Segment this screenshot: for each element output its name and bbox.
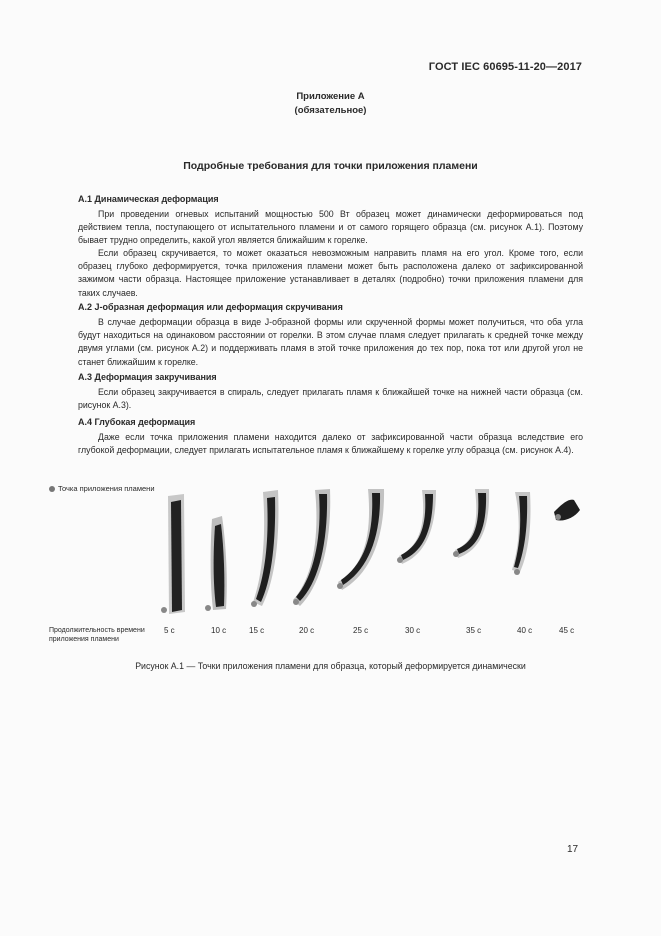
time-label-5s: 5 с [164, 626, 175, 635]
time-label-45s: 45 с [559, 626, 575, 635]
specimen-15s [251, 490, 278, 607]
specimen-45s [554, 500, 580, 521]
paragraph-a2-1: В случае деформации образца в виде J-образной формы или скрученной формы может получиться, что оба угла будут находиться на одинаковом расстоянии от горелки. В этом случае пламя следует прилагать к средней точке между двумя углами (см. рисунок А.2) и поддерживать пламя в этой точке приложения до тех пор, пока тот или другой угол не станет ближайшим к горелке. [78, 317, 583, 367]
flame-point-marker-icon [49, 486, 55, 492]
standard-header: ГОСТ IEC 60695-11-20—2017 [428, 61, 582, 73]
time-label-15s: 15 с [249, 626, 265, 635]
document-title: Подробные требования для точки приложения пламени [183, 160, 478, 172]
time-label-10s: 10 с [211, 626, 227, 635]
figure-caption: Рисунок А.1 — Точки приложения пламени для образца, который деформируется динамически [135, 661, 526, 671]
specimen-30s [397, 490, 436, 564]
section-heading-a4: А.4 Глубокая деформация [78, 417, 196, 427]
time-label-25s: 25 с [353, 626, 369, 635]
specimen-5s [161, 494, 185, 614]
paragraph-a3-1: Если образец закручивается в спираль, следует прилагать пламя к ближайшей точке на нижней части образца (см. рисунок А.3). [78, 387, 583, 411]
specimen-20s [293, 489, 330, 606]
duration-label: Продолжительность времени приложения пламени [49, 627, 145, 643]
specimen-deformation-figure [150, 484, 590, 620]
time-label-20s: 20 с [299, 626, 315, 635]
time-label-30s: 30 с [405, 626, 421, 635]
page-number: 17 [567, 844, 579, 855]
specimen-35s [453, 489, 489, 558]
section-heading-a2: А.2 J-образная деформация или деформация скручивания [78, 302, 343, 312]
figure-legend-label: Точка приложения пламени [58, 484, 155, 493]
paragraph-a1-2: Если образец скручивается, то может оказаться невозможным направить пламя на его угол. Кроме того, если образец глубоко деформируется, точка приложения пламени может быть расположена далеко от зафиксированной зажимом части образца. Настоящее приложение устанавливает в деталях (подробно) точки приложения пламени для таких случаев. [78, 248, 583, 298]
time-label-40s: 40 с [517, 626, 533, 635]
paragraph-a4-1: Даже если точка приложения пламени находится далеко от зафиксированной части образца вследствие его глубокой деформации, следует прилагать испытательное пламя к ближайшему к горелке углу образца (см. рисунок А.4). [78, 432, 583, 456]
section-heading-a3: А.3 Деформация закручивания [78, 372, 217, 382]
paragraph-a1-1: При проведении огневых испытаний мощностью 500 Вт образец может динамически деформироваться под действием тепла, поступающего от испытательного пламени и от самого горящего образца (см. рисунок А.1). Поэтому бывает трудно определить, какой угол является ближайшим к горелке. [78, 209, 583, 246]
section-heading-a1: А.1 Динамическая деформация [78, 194, 219, 204]
appendix-heading [0, 90, 661, 118]
specimen-40s [512, 492, 531, 575]
specimen-10s [205, 516, 227, 611]
figure-legend [49, 484, 155, 493]
appendix-title: Приложение А [296, 91, 365, 102]
specimen-25s [337, 489, 384, 590]
appendix-status: (обязательное) [294, 105, 367, 116]
time-label-35s: 35 с [466, 626, 482, 635]
